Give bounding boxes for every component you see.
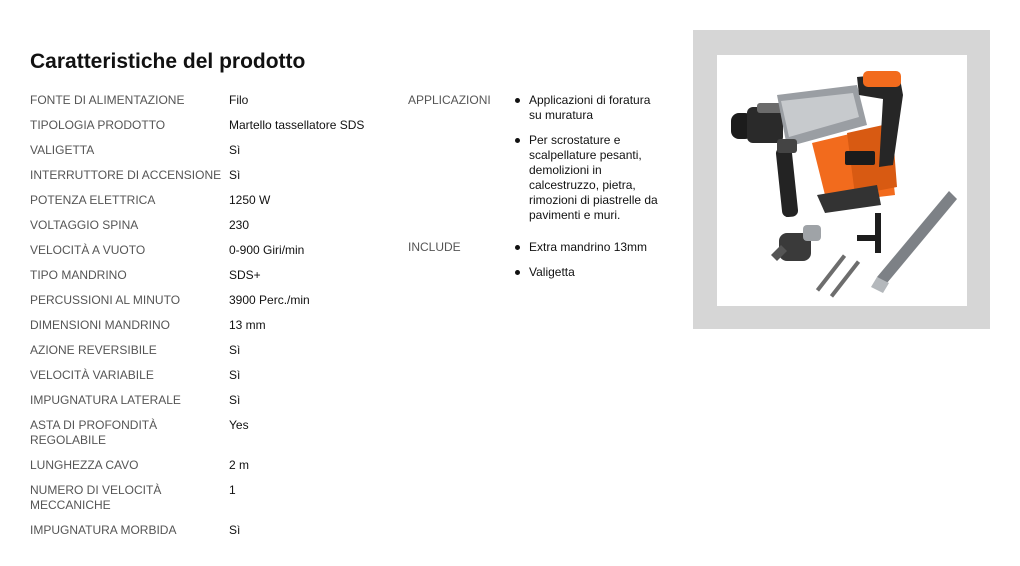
spec-row <box>30 368 380 383</box>
spec-label: AZIONE REVERSIBILE <box>30 343 157 357</box>
spec-value: Sì <box>229 368 241 382</box>
spec-label: ASTA DI PROFONDITÀ REGOLABILE <box>30 418 158 447</box>
spec-value: 1250 W <box>229 193 271 207</box>
list-item: Applicazioni di foratura su muratura <box>513 93 663 123</box>
spec-row <box>30 193 380 208</box>
spec-row <box>30 318 380 333</box>
spec-label: TIPOLOGIA PRODOTTO <box>30 118 166 132</box>
spec-label: INTERRUTTORE DI ACCENSIONE <box>30 168 222 182</box>
spec-value: Sì <box>229 143 241 157</box>
spec-label: VOLTAGGIO SPINA <box>30 218 139 232</box>
spec-label: VALIGETTA <box>30 143 95 157</box>
spec-value: 230 <box>229 218 250 232</box>
hammer-drill-icon <box>731 71 903 218</box>
spec-value: Sì <box>229 523 241 537</box>
spec-row <box>30 458 380 473</box>
spec-row <box>30 118 380 133</box>
chisel-icon <box>871 191 957 293</box>
spec-value: 3900 Perc./min <box>229 293 310 307</box>
spec-label: TIPO MANDRINO <box>30 268 127 282</box>
keyed-chuck-icon <box>771 225 821 261</box>
spec-value: Yes <box>229 418 249 432</box>
spec-row <box>30 143 380 158</box>
chuck-key-icon <box>857 213 881 253</box>
spec-value: Sì <box>229 343 241 357</box>
spec-row <box>30 393 380 408</box>
applications-list <box>513 93 663 233</box>
includes-list <box>513 240 663 290</box>
spec-row <box>30 343 380 358</box>
product-image-frame <box>693 30 990 329</box>
spec-value: 0-900 Giri/min <box>229 243 305 257</box>
spec-table <box>30 93 380 548</box>
applications-includes-block <box>408 93 678 290</box>
includes-group <box>408 240 678 290</box>
spec-value: SDS+ <box>229 268 261 282</box>
spec-label: LUNGHEZZA CAVO <box>30 458 139 472</box>
spec-label: DIMENSIONI MANDRINO <box>30 318 171 332</box>
spec-label: VELOCITÀ VARIABILE <box>30 368 154 382</box>
applications-group <box>408 93 678 233</box>
spec-label: NUMERO DI VELOCITÀ MECCANICHE <box>30 483 162 512</box>
drill-bit-icon <box>816 254 860 297</box>
spec-label: PERCUSSIONI AL MINUTO <box>30 293 181 307</box>
spec-value: Sì <box>229 393 241 407</box>
includes-label: INCLUDE <box>408 240 461 254</box>
spec-row <box>30 168 380 183</box>
spec-label: VELOCITÀ A VUOTO <box>30 243 146 257</box>
list-item: Valigetta <box>513 265 663 280</box>
spec-label: IMPUGNATURA MORBIDA <box>30 523 177 537</box>
spec-row <box>30 93 380 108</box>
spec-row <box>30 293 380 308</box>
page-title: Caratteristiche del prodotto <box>30 50 306 73</box>
spec-label: POTENZA ELETTRICA <box>30 193 156 207</box>
spec-value: 13 mm <box>229 318 266 332</box>
product-image[interactable] <box>717 55 967 306</box>
rotary-hammer-drill-image <box>717 55 967 306</box>
spec-row <box>30 418 380 448</box>
applications-label: APPLICAZIONI <box>408 93 491 107</box>
spec-value: Sì <box>229 168 241 182</box>
spec-row <box>30 268 380 283</box>
spec-value: Martello tassellatore SDS <box>229 118 365 132</box>
spec-row <box>30 483 380 513</box>
spec-row <box>30 218 380 233</box>
spec-label: FONTE DI ALIMENTAZIONE <box>30 93 185 107</box>
spec-value: 1 <box>229 483 236 497</box>
spec-row <box>30 523 380 538</box>
list-item: Per scrostature e scalpellature pesanti, demolizioni in calcestruzzo, pietra, rimozioni di piastrelle da pavimenti e muri. <box>513 133 663 223</box>
spec-value: Filo <box>229 93 249 107</box>
list-item: Extra mandrino 13mm <box>513 240 663 255</box>
spec-label: IMPUGNATURA LATERALE <box>30 393 181 407</box>
spec-row <box>30 243 380 258</box>
spec-value: 2 m <box>229 458 250 472</box>
